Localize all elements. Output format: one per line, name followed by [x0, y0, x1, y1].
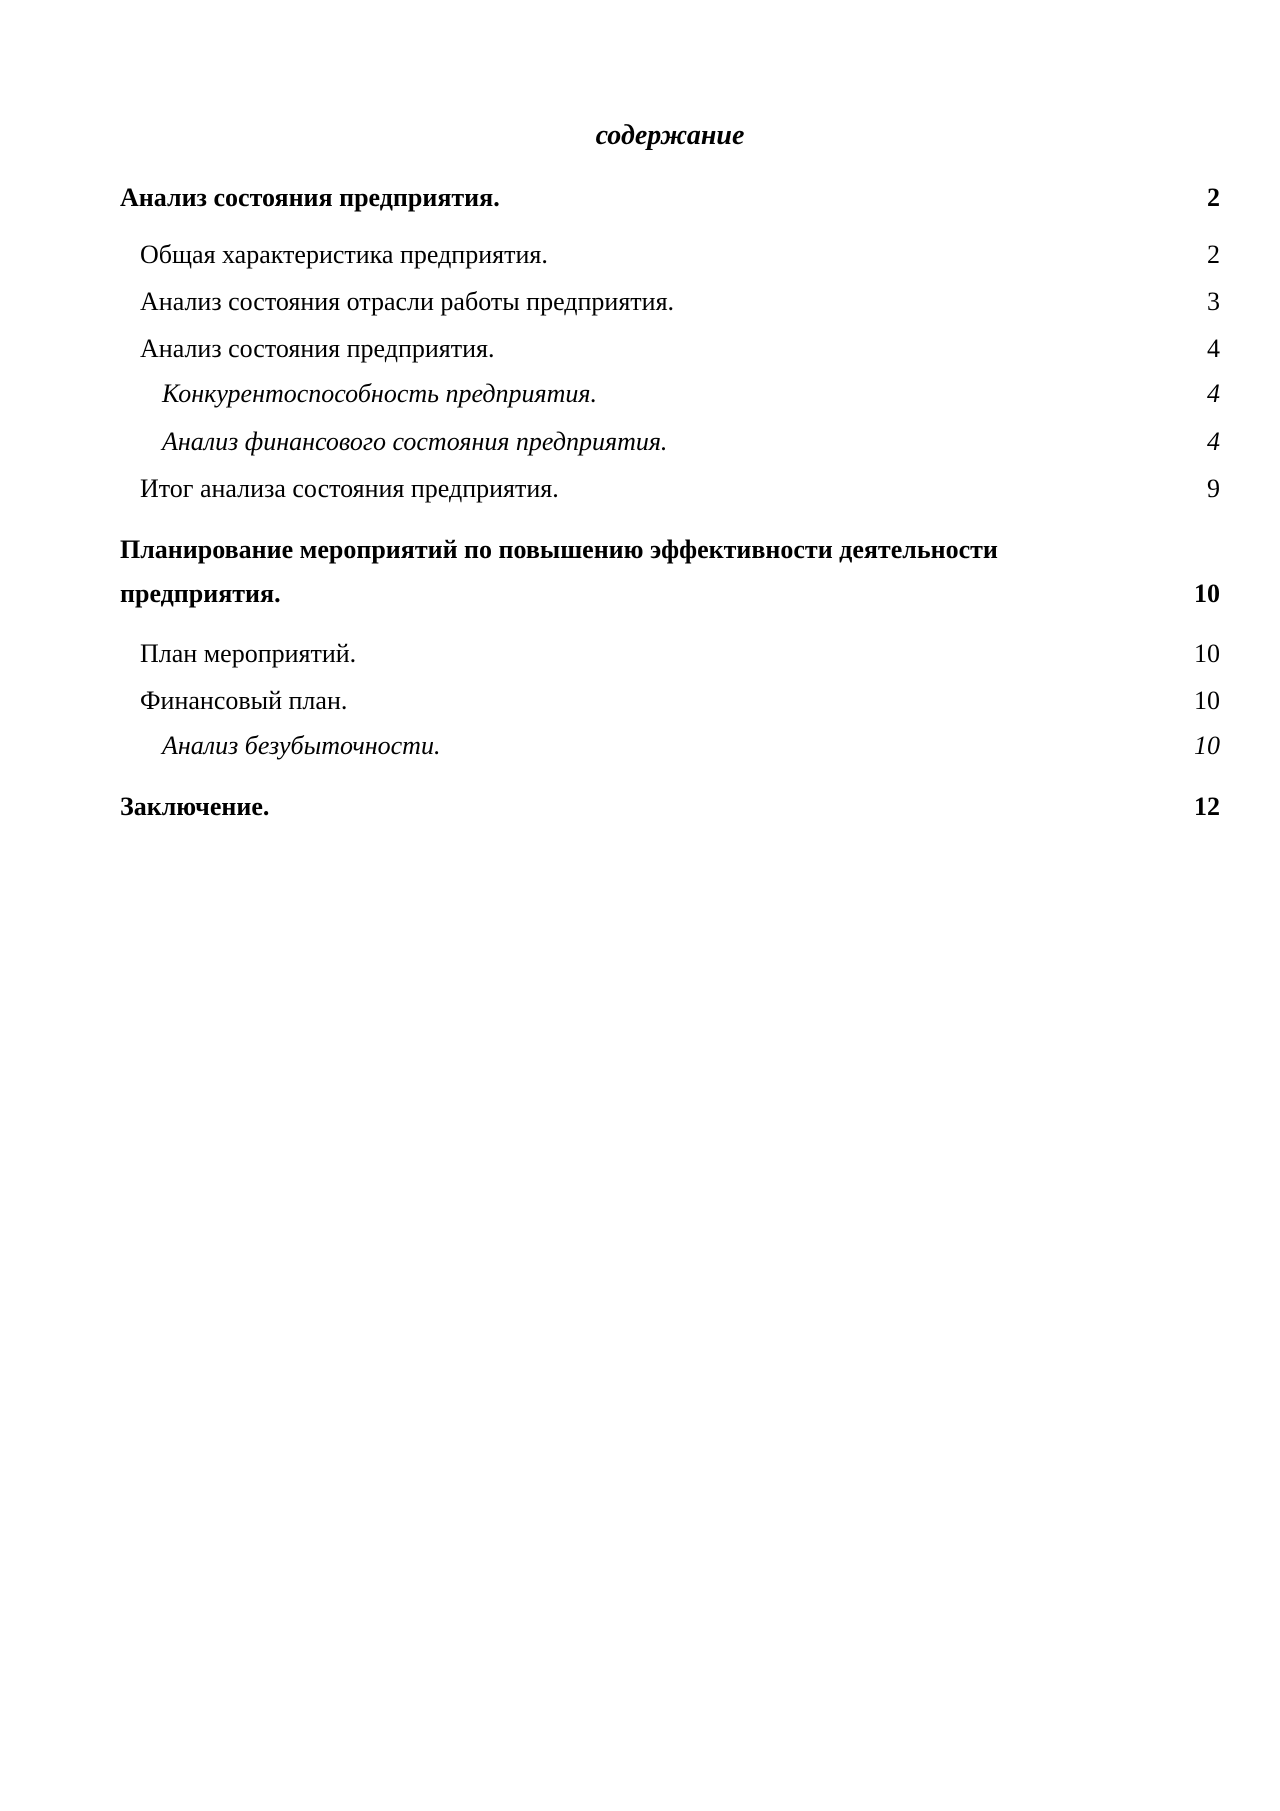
- toc-entry-label: Анализ безубыточности.: [162, 731, 441, 760]
- toc-entry-label: Анализ состояния предприятия.: [120, 183, 500, 212]
- toc-entry-level3[interactable]: [162, 376, 1220, 412]
- toc-entry-page: 10: [1194, 686, 1220, 715]
- toc-entry-label-line1: Планирование мероприятий по повышению эффективности деятельности: [120, 535, 998, 564]
- toc-entry-level1-multiline[interactable]: [120, 528, 1220, 616]
- toc-entry-page: 10: [1194, 579, 1220, 608]
- toc-entry-level1[interactable]: [120, 180, 1220, 216]
- toc-entry-level2[interactable]: [140, 471, 1220, 507]
- toc-entry-page: 10: [1194, 731, 1220, 760]
- toc-entry-page: 4: [1207, 334, 1220, 363]
- toc-entry-level2[interactable]: [140, 331, 1220, 367]
- toc-title: [0, 118, 1280, 154]
- toc-entry-page: 2: [1207, 240, 1220, 269]
- toc-entry-level2[interactable]: [140, 683, 1220, 719]
- toc-entry-label: Анализ финансового состояния предприятия.: [162, 427, 668, 456]
- toc-title-text: содержание: [595, 120, 745, 151]
- toc-entry-page: 10: [1194, 639, 1220, 668]
- toc-entry-page: 3: [1207, 287, 1220, 316]
- toc-entry-label: Заключение.: [120, 792, 270, 821]
- toc-entry-level2[interactable]: [140, 284, 1220, 320]
- toc-entry-label: Общая характеристика предприятия.: [140, 240, 548, 269]
- toc-entry-level3[interactable]: [162, 728, 1220, 764]
- toc-entry-page: 4: [1207, 427, 1220, 456]
- toc-entry-label: Анализ состояния отрасли работы предприятия.: [140, 287, 675, 316]
- toc-entry-label: Анализ состояния предприятия.: [140, 334, 495, 363]
- toc-entry-page: 9: [1207, 474, 1220, 503]
- toc-entry-label: Итог анализа состояния предприятия.: [140, 474, 559, 503]
- toc-entry-label-line2: предприятия.: [120, 579, 281, 608]
- toc-entry-level1[interactable]: [120, 789, 1220, 825]
- toc-entry-label: Конкурентоспособность предприятия.: [162, 379, 597, 408]
- toc-entry-page: 2: [1207, 183, 1220, 212]
- toc-entry-page: 4: [1207, 379, 1220, 408]
- toc-entry-level2[interactable]: [140, 237, 1220, 273]
- toc-entry-line: [120, 528, 1220, 572]
- toc-entry-label: Финансовый план.: [140, 686, 348, 715]
- toc-entry-level2[interactable]: [140, 636, 1220, 672]
- toc-entry-line: [120, 572, 1220, 616]
- toc-entry-page: 12: [1194, 792, 1220, 821]
- toc-entry-label: План мероприятий.: [140, 639, 357, 668]
- toc-entry-level3[interactable]: [162, 424, 1220, 460]
